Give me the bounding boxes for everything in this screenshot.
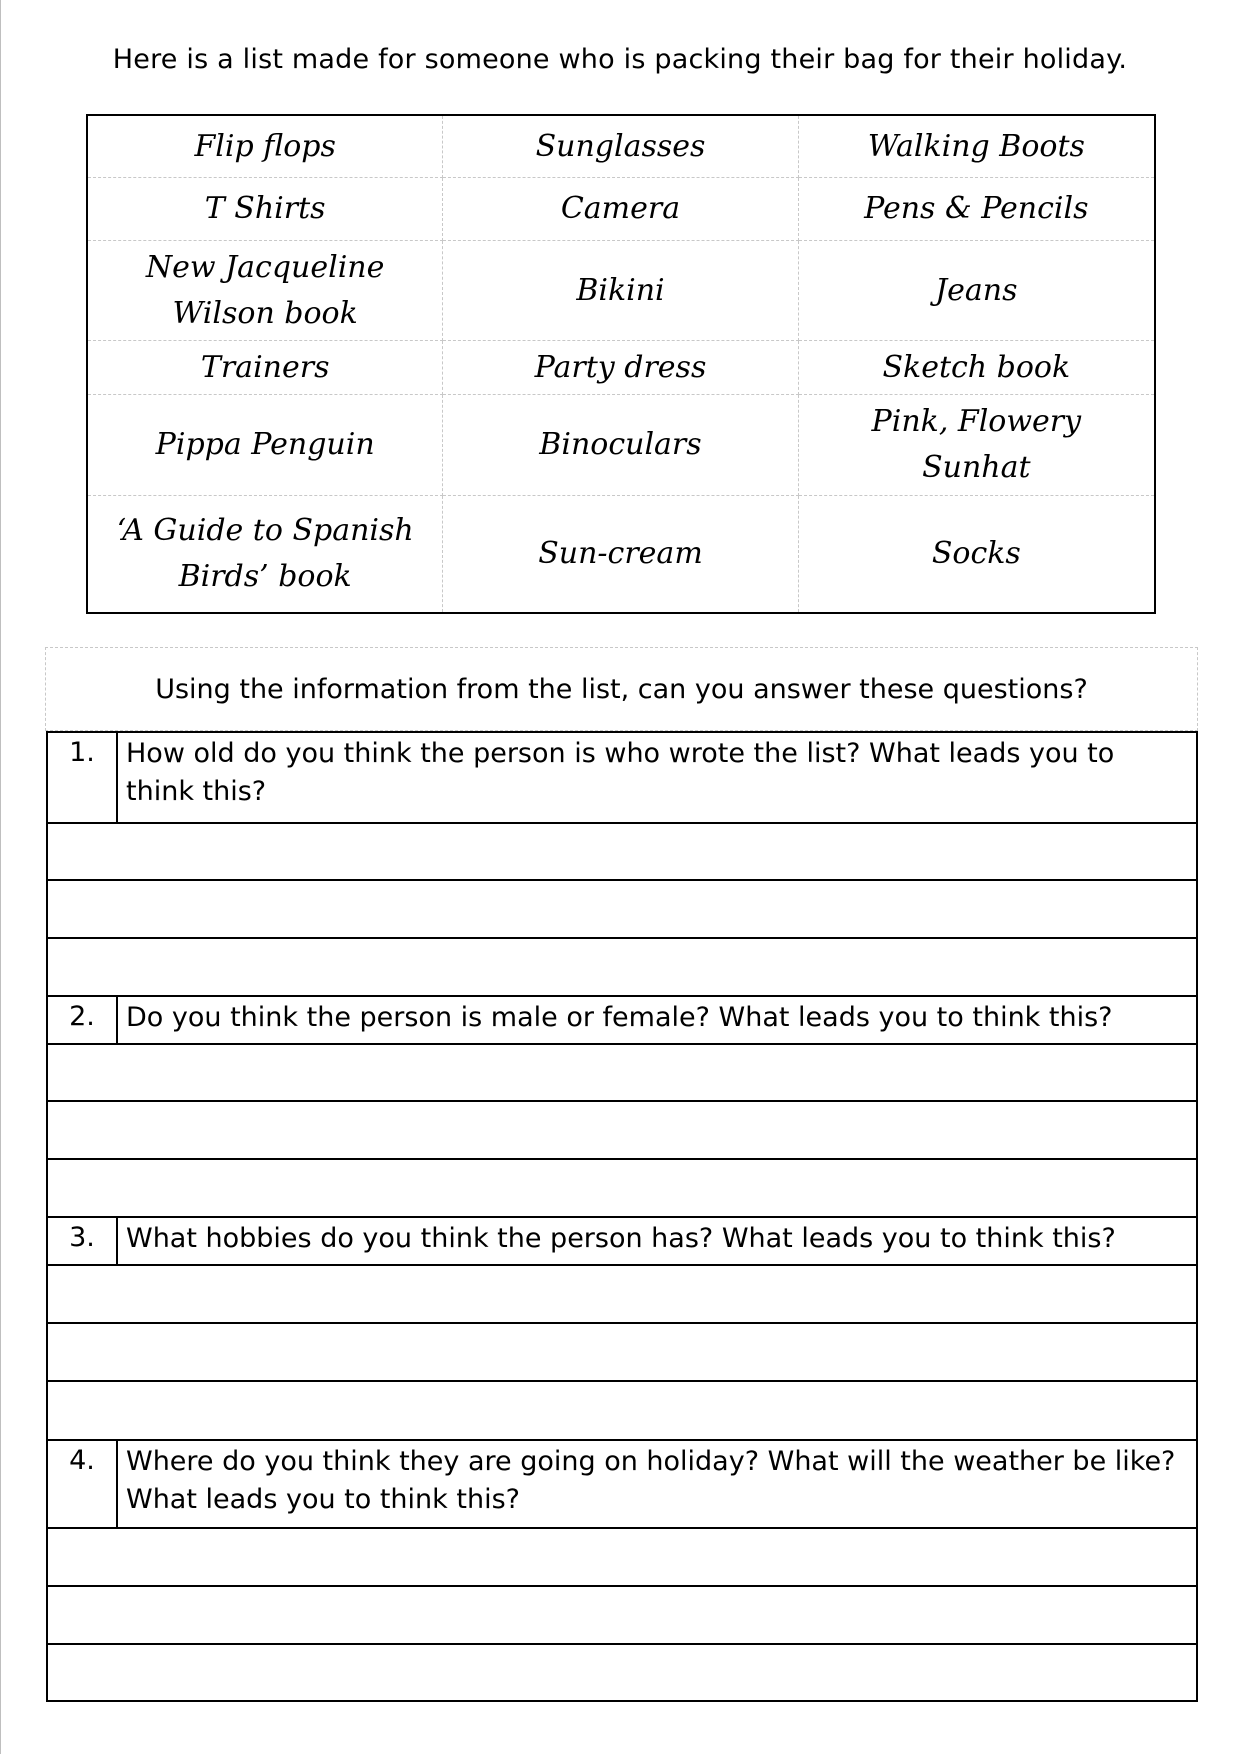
intro-text: Here is a list made for someone who is packing their bag for their holiday. — [112, 44, 1128, 75]
list-item: Binoculars — [443, 395, 798, 496]
list-item: Party dress — [443, 341, 798, 395]
list-item: Jeans — [799, 241, 1154, 341]
answer-line[interactable] — [48, 1380, 1196, 1441]
questions-table — [46, 731, 1198, 1702]
answer-line[interactable] — [48, 1100, 1196, 1160]
answer-line[interactable] — [48, 1322, 1196, 1382]
list-item: ‘A Guide to Spanish Birds’ book — [88, 496, 443, 612]
answer-line[interactable] — [48, 1643, 1196, 1702]
list-item: New Jacqueline Wilson book — [88, 241, 443, 341]
list-item: Sunglasses — [443, 116, 798, 178]
list-item: Bikini — [443, 241, 798, 341]
page-edge — [0, 0, 1, 1754]
question-row — [48, 1439, 1196, 1527]
list-item: Pens & Pencils — [799, 178, 1154, 241]
question-text: How old do you think the person is who wrote the list? What leads you to think this? — [126, 738, 1115, 807]
packing-list-table — [86, 114, 1156, 614]
answer-line[interactable] — [48, 1264, 1196, 1324]
list-item: Pippa Penguin — [88, 395, 443, 496]
question-row — [48, 995, 1196, 1043]
answer-line[interactable] — [48, 1158, 1196, 1218]
question-number: 2. — [48, 997, 118, 1043]
list-item: Trainers — [88, 341, 443, 395]
question-text: Do you think the person is male or female? What leads you to think this? — [126, 1002, 1113, 1033]
list-item: Flip flops — [88, 116, 443, 178]
answer-line[interactable] — [48, 1043, 1196, 1102]
answer-line[interactable] — [48, 1585, 1196, 1645]
list-item: Socks — [931, 536, 1021, 571]
question-row — [48, 1216, 1196, 1264]
list-item: Pink, Flowery Sunhat — [799, 395, 1154, 496]
list-item: Sun-cream — [443, 496, 798, 612]
question-text: Where do you think they are going on holiday? What will the weather be like? What leads you to think this? — [126, 1446, 1176, 1515]
list-item: Camera — [443, 178, 798, 241]
questions-header: Using the information from the list, can you answer these questions? — [45, 647, 1198, 731]
question-row — [48, 733, 1196, 822]
answer-line[interactable] — [48, 822, 1196, 881]
list-item: Walking Boots — [799, 116, 1154, 178]
answer-line[interactable] — [48, 937, 1196, 997]
answer-line[interactable] — [48, 879, 1196, 939]
question-text: What hobbies do you think the person has? What leads you to think this? — [126, 1223, 1116, 1254]
list-item: Sketch book — [799, 341, 1154, 395]
question-number: 3. — [48, 1218, 118, 1264]
question-number: 1. — [48, 733, 118, 822]
question-number: 4. — [48, 1441, 118, 1527]
answer-line[interactable] — [48, 1527, 1196, 1587]
list-item: T Shirts — [88, 178, 443, 241]
